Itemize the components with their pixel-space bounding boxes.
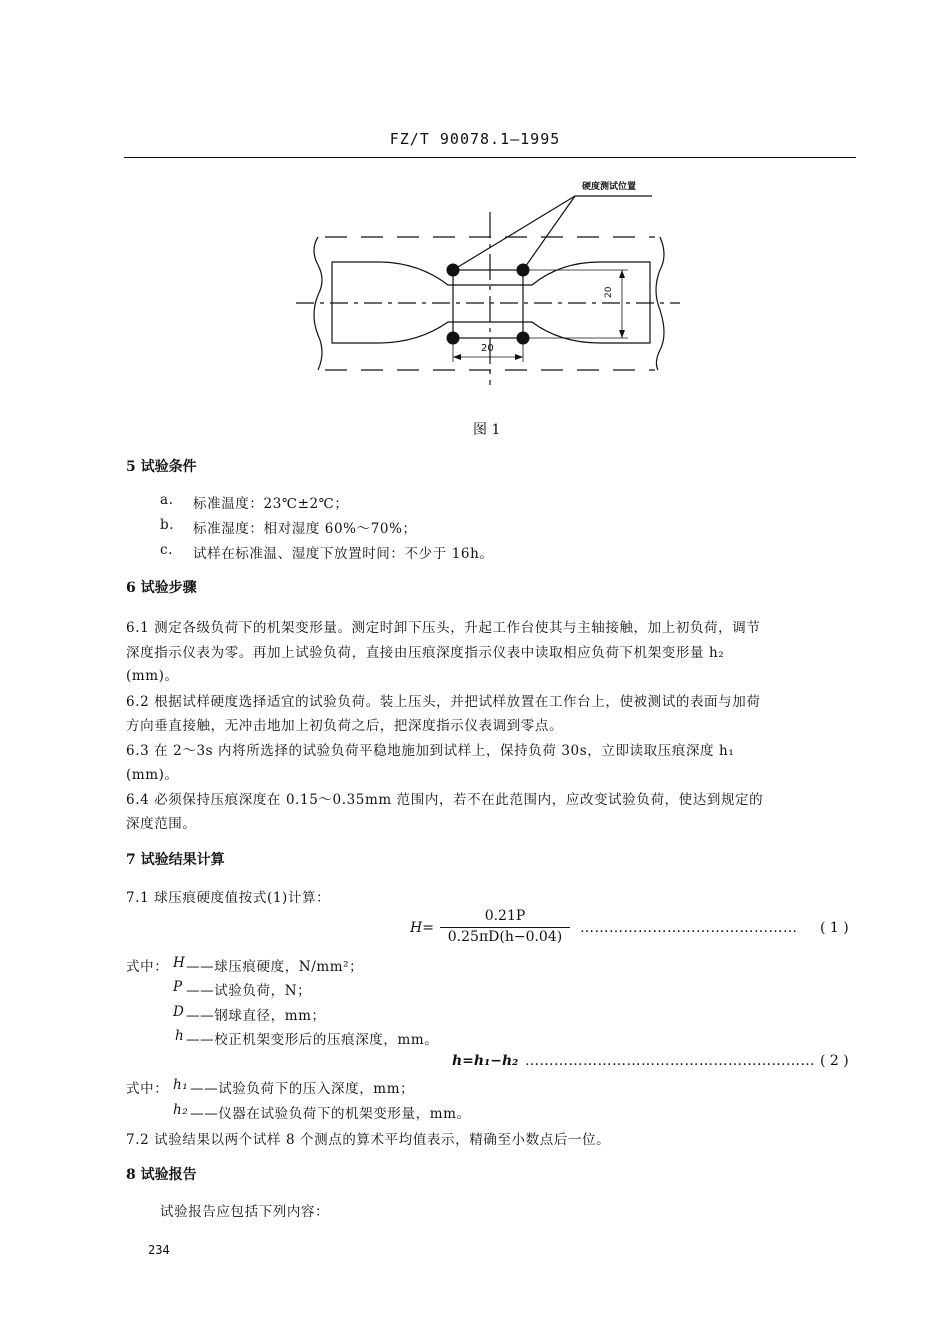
test-point-2 (517, 264, 530, 277)
item-b-text: 标准湿度：相对湿度 60%～70%； (193, 521, 417, 537)
formula-1-denominator: 0.25πD(h−0.04) (447, 929, 563, 945)
formula-1-leader-dots: ……………………………………… (580, 920, 798, 936)
test-region-box (453, 270, 523, 338)
item-a-text: 标准温度：23℃±2℃； (193, 496, 349, 512)
para-6-2-line-1: 6.2 根据试样硬度选择适宜的试验负荷。装上压头，并把试样放置在工作台上，使被测试的表面与加荷 (126, 694, 761, 710)
para-6-3-line-2: (mm)。 (126, 767, 179, 783)
where-2-symbol-h2: h₂ (173, 1102, 189, 1118)
where-1-label: 式中： (126, 959, 169, 975)
leader-line-1 (453, 196, 575, 270)
where-2-desc-h1: ——试验负荷下的压入深度，mm； (190, 1081, 415, 1097)
formula-1-number: ( 1 ) (820, 920, 849, 936)
para-6-4-line-2: 深度范围。 (126, 816, 197, 832)
section-8-intro: 试验报告应包括下列内容： (160, 1204, 330, 1220)
para-7-2: 7.2 试验结果以两个试样 8 个测点的算术平均值表示，精确至小数点后一位。 (126, 1132, 611, 1148)
para-7-1: 7.1 球压痕硬度值按式(1)计算： (126, 890, 331, 906)
dimension-label-vertical: 20 (604, 286, 614, 298)
figure-caption: 图 1 (473, 422, 501, 438)
item-c-label: c. (160, 542, 174, 558)
formula-2-leader-dots: …………………………………………………… (525, 1053, 815, 1069)
where-1-symbol-P: P (173, 979, 183, 995)
item-b-label: b. (160, 517, 175, 533)
where-1-symbol-D: D (173, 1004, 185, 1020)
para-6-4-line-1: 6.4 必须保持压痕深度在 0.15～0.35mm 范围内，若不在此范围内，应改变试验负荷，使达到规定的 (126, 792, 764, 808)
section-8-heading: 8 试验报告 (126, 1167, 197, 1183)
section-5-heading: 5 试验条件 (126, 459, 197, 475)
page-number: 234 (148, 1243, 170, 1257)
where-1-symbol-H: H (173, 955, 186, 971)
formula-2-expression: h=h₁−h₂ (452, 1053, 519, 1069)
para-6-1-line-3: (mm)。 (126, 668, 179, 684)
where-1-symbol-h: h (175, 1028, 185, 1044)
formula-1-lhs: H= (410, 920, 434, 936)
where-1-desc-h: ——校正机架变形后的压痕深度，mm。 (186, 1032, 439, 1048)
item-a-label: a. (160, 492, 174, 508)
callout-label: 硬度测试位置 (582, 182, 637, 192)
item-c-text: 试样在标准温、湿度下放置时间：不少于 16h。 (193, 546, 494, 562)
where-2-symbol-h1: h₁ (173, 1077, 189, 1093)
section-7-heading: 7 试验结果计算 (126, 852, 225, 868)
para-6-3-line-1: 6.3 在 2～3s 内将所选择的试验负荷平稳地施加到试样上，保持负荷 30s，立即读取压痕深度 h₁ (126, 743, 735, 759)
section-6-heading: 6 试验步骤 (126, 580, 197, 596)
where-1-desc-D: ——钢球直径，mm； (186, 1008, 326, 1024)
test-point-3 (447, 332, 460, 345)
para-6-2-line-2: 方向垂直接触，无冲击地加上初负荷之后，把深度指示仪表调到零点。 (126, 718, 564, 734)
formula-1-fraction-bar (440, 927, 570, 928)
where-2-label: 式中： (126, 1081, 169, 1097)
dimension-label-horizontal: 20 (481, 343, 494, 354)
formula-2-number: ( 2 ) (820, 1053, 849, 1069)
test-point-1 (447, 264, 460, 277)
leader-line-2 (523, 196, 575, 270)
para-6-1-line-2: 深度指示仪表为零。再加上试验负荷，直接由压痕深度指示仪表中读取相应负荷下机架变形量 h₂ (126, 645, 725, 661)
test-point-4 (517, 332, 530, 345)
where-2-desc-h2: ——仪器在试验负荷下的机架变形量，mm。 (190, 1106, 471, 1122)
para-6-1-line-1: 6.1 测定各级负荷下的机架变形量。测定时卸下压头，升起工作台使其与主轴接触，加上初负荷，调节 (126, 620, 761, 636)
formula-1-numerator: 0.21P (484, 908, 526, 924)
standard-number: FZ/T 90078.1—1995 (389, 130, 561, 148)
specimen-diagram (0, 0, 950, 420)
where-1-desc-H: ——球压痕硬度，N/mm²； (186, 959, 364, 975)
where-1-desc-P: ——试验负荷，N； (186, 983, 312, 999)
